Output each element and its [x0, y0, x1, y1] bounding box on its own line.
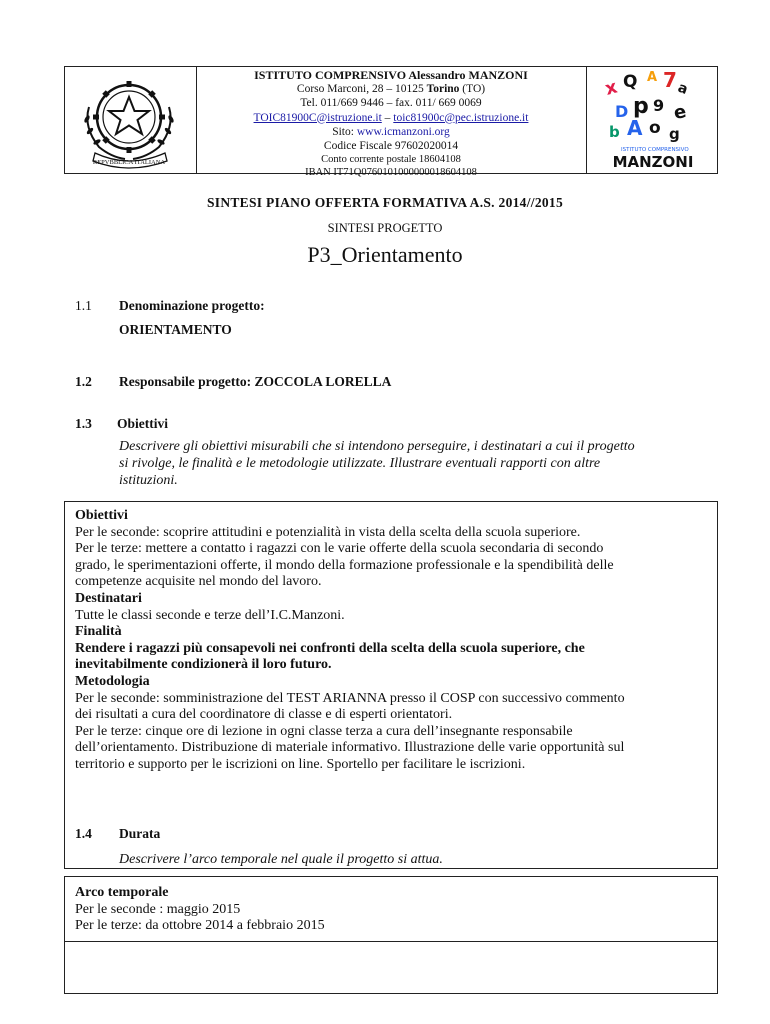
section-1-4-description: Descrivere l’arco temporale nel quale il progetto si attua.: [119, 852, 443, 867]
svg-text:p: p: [633, 94, 649, 119]
letterhead: [64, 66, 718, 179]
svg-text:A: A: [627, 116, 643, 140]
project-title: P3_Orientamento: [307, 242, 463, 267]
emblem-ribbon-text: REPVBBLICA ITALIANA: [92, 159, 166, 166]
metodologia-line: dei risultati a cura del coordinatore di classe e di esperti orientatori.: [75, 707, 453, 723]
metodologia-heading: Metodologia: [75, 673, 150, 689]
pec-email-link[interactable]: toic81900c@pec.istruzione.it: [393, 111, 529, 124]
manzoni-logo: [587, 67, 718, 173]
project-manager: Responsabile progetto: ZOCCOLA LORELLA: [119, 374, 392, 389]
school-site: Sito: www.icmanzoni.org: [332, 125, 450, 138]
obiettivi-line: grado, le sperimentazioni offerte, il mondo della formazione professionale e la spendibilità delle: [75, 557, 614, 573]
svg-text:D: D: [615, 102, 629, 121]
svg-text:b: b: [609, 123, 620, 141]
finalita-heading: Finalità: [75, 624, 122, 640]
svg-text:a: a: [675, 79, 690, 98]
destinatari-heading: Destinatari: [75, 590, 142, 606]
iban: IBAN IT71Q0760101000000018604108: [305, 167, 477, 179]
finalita-line: Rendere i ragazzi più consapevoli nei confronti della scelta della scuola superiore, che: [75, 640, 585, 656]
emblem-cell: [65, 67, 197, 173]
obiettivi-line: competenze acquisite nel mondo del lavoro.: [75, 574, 322, 590]
destinatari-line: Tutte le classi seconde e terze dell’I.C.Manzoni.: [75, 607, 345, 623]
duration-line: Per le seconde : maggio 2015: [75, 901, 241, 917]
section-1-1-label: Denominazione progetto:: [119, 298, 265, 313]
svg-text:7: 7: [663, 68, 677, 92]
obiettivi-heading: Obiettivi: [75, 508, 128, 523]
section-1-3-label: Obiettivi: [117, 416, 168, 431]
duration-content: [75, 885, 711, 935]
school-address: Corso Marconi, 28 – 10125 Torino (TO): [296, 83, 486, 96]
fiscal-code: Codice Fiscale 97602020014: [323, 140, 459, 153]
section-1-3-description: Descrivere gli obiettivi misurabili che si intendono perseguire, i destinatari a cui il progetto si rivolge, le finalità e le metodologie utilizzate. Illustrare eventuali rapporti con altre istituzioni.: [119, 439, 635, 488]
section-1-4-number: 1.4: [75, 826, 92, 841]
finalita-line: inevitabilmente condizionerà il loro futuro.: [75, 657, 332, 673]
svg-text:Q: Q: [623, 72, 638, 92]
duration-box: [64, 876, 718, 994]
logo-text: MANZONI: [612, 153, 694, 171]
svg-text:o: o: [649, 118, 661, 138]
school-logo-cell: [586, 67, 718, 173]
obiettivi-line: Per le terze: mettere a contatto i ragazzi con le varie offerte della scuola secondaria di secondo: [75, 541, 604, 557]
obiettivi-line: Per le seconde: scoprire attitudini e potenzialità in vista della scelta della scuola superiore.: [75, 524, 581, 540]
postal-account: Conto corrente postale 18604108: [321, 154, 461, 166]
objectives-content: [75, 508, 711, 774]
metodologia-line: territorio e supporto per le iscrizioni on line. Sportello per facilitare le iscrizioni.: [75, 756, 526, 772]
svg-text:A: A: [647, 70, 658, 85]
school-emails: TOIC81900C@istruzione.it – toic81900c@pec.istruzione.it: [253, 111, 529, 124]
metodologia-line: Per le terze: cinque ore di lezione in ogni classe terza a cura dell’insegnante responsabile: [75, 723, 573, 739]
section-1-1-number: 1.1: [75, 298, 92, 313]
duration-divider: [65, 941, 717, 942]
document-subtitle: SINTESI PROGETTO: [327, 221, 443, 235]
duration-line: Per le terze: da ottobre 2014 a febbraio 2015: [75, 918, 325, 934]
italian-republic-emblem: [65, 67, 196, 173]
logo-subtext: ISTITUTO COMPRENSIVO: [621, 147, 689, 153]
project-name: ORIENTAMENTO: [119, 322, 232, 337]
school-name: ISTITUTO COMPRENSIVO Alessandro MANZONI: [254, 68, 528, 82]
svg-text:e: e: [672, 101, 688, 124]
school-phone: Tel. 011/669 9446 – fax. 011/ 669 0069: [300, 97, 482, 110]
document-title: SINTESI PIANO OFFERTA FORMATIVA A.S. 2014//2015: [206, 195, 564, 210]
svg-text:x: x: [602, 76, 620, 100]
objectives-box: [64, 501, 718, 869]
svg-text:9: 9: [653, 96, 665, 115]
metodologia-line: Per le seconde: somministrazione del TEST ARIANNA presso il COSP con successivo commento: [75, 690, 625, 706]
section-1-3-number: 1.3: [75, 416, 92, 431]
letterhead-text: [196, 67, 586, 179]
metodologia-line: dell’orientamento. Distribuzione di materiale informativo. Illustrazione delle varie opportunità sul: [75, 740, 625, 756]
email-link[interactable]: TOIC81900C@istruzione.it: [253, 111, 382, 124]
arco-temporale-heading: Arco temporale: [75, 885, 169, 900]
section-1-2-number: 1.2: [75, 374, 92, 389]
section-1-4-label: Durata: [119, 826, 161, 841]
site-link[interactable]: www.icmanzoni.org: [356, 125, 450, 138]
svg-text:g: g: [669, 125, 680, 143]
